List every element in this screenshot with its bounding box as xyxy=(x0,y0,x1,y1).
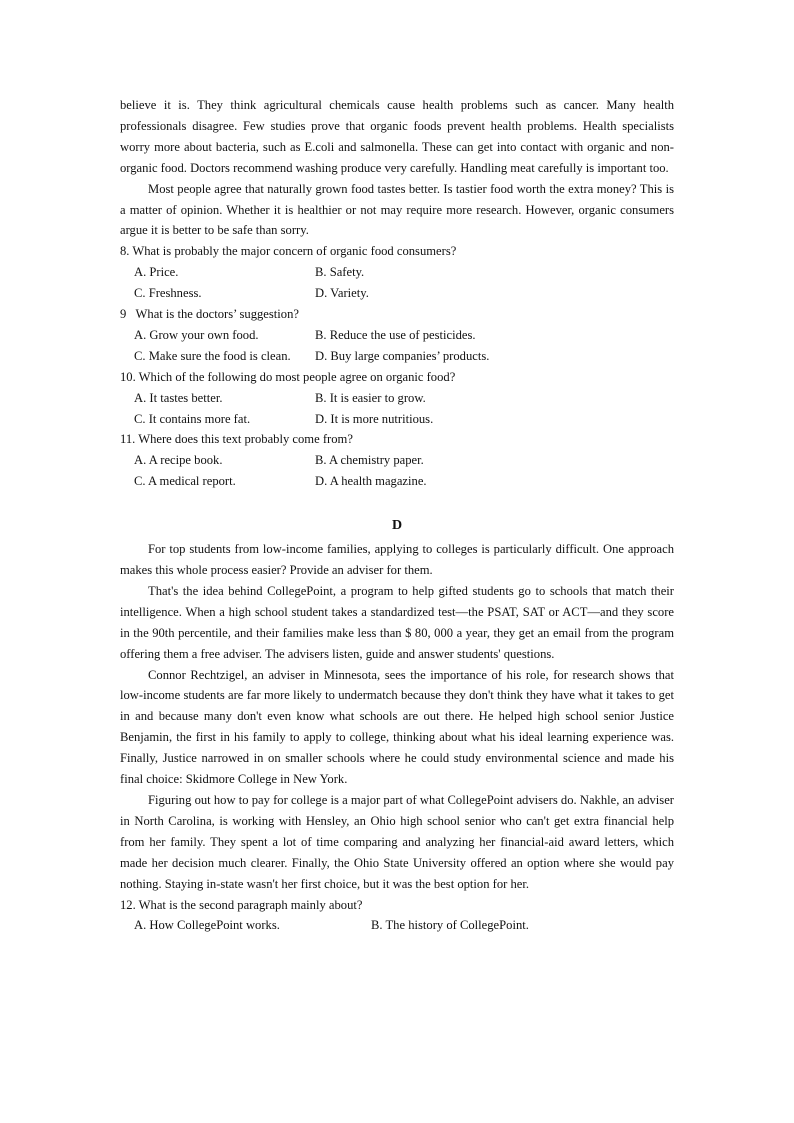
question-stem: 9 What is the doctors’ suggestion? xyxy=(120,307,299,322)
option-b: B. A chemistry paper. xyxy=(315,453,424,468)
option-c: C. Freshness. xyxy=(134,286,202,301)
option-d: D. A health magazine. xyxy=(315,474,427,489)
passage-c-paragraph: Most people agree that naturally grown food tastes better. Is tastier food worth the extra money? This is a matter of opinion. Whether it is healthier or not may require more research. However, organic consumers argue it is better to be safe than sorry. xyxy=(120,181,674,238)
option-c: C. It contains more fat. xyxy=(134,411,251,426)
option-b: B. Safety. xyxy=(315,265,365,280)
option-b: B. The history of CollegePoint. xyxy=(371,918,529,933)
option-a: A. Grow your own food. xyxy=(134,327,259,342)
question-stem: 12. What is the second paragraph mainly about? xyxy=(120,897,363,912)
option-a: A. A recipe book. xyxy=(134,453,223,468)
option-d: D. It is more nutritious. xyxy=(315,411,434,426)
option-c: C. A medical report. xyxy=(134,474,236,489)
question-9 xyxy=(120,304,674,367)
option-b: B. It is easier to grow. xyxy=(315,390,426,405)
passage-d-paragraph: Connor Rechtzigel, an adviser in Minnesota, sees the importance of his role, for research shows that low-income students are far more likely to undermatch because they don't think they have what it takes to get in and because many don't even know what schools are out there. He helped high school senior Justice Benjamin, the first in his family to apply to college, thinking about what his ideal learning experience was. Finally, Justice narrowed in on smaller schools where he could study environmental science and made his final choice: Skidmore College in New York. xyxy=(120,667,674,787)
option-b: B. Reduce the use of pesticides. xyxy=(315,327,476,342)
exam-page xyxy=(120,95,674,936)
option-a: A. Price. xyxy=(134,265,179,280)
passage-c-paragraph: believe it is. They think agricultural chemicals cause health problems such as cancer. Many health professionals disagree. Few studies prove that organic foods prevent health problems. Health specialists worry more about bacteria, such as E.coli and salmonella. These can get into contact with organic and non- organic food. Doctors recommend washing produce very carefully. Handling meat carefully is important too. xyxy=(120,98,674,175)
question-stem: 10. Which of the following do most people agree on organic food? xyxy=(120,369,456,384)
passage-d-paragraph: Figuring out how to pay for college is a major part of what CollegePoint advisers do. Nakhle, an adviser in North Carolina, is working with Hensley, an Ohio high school senior who can't get extra financial help from her family. They spent a lot of time comparing and analyzing her financial-aid award letters, which made her decision much clearer. Finally, the Ohio State University offered an option where she would pay nothing. Staying in-state wasn't her first choice, but it was the best option for her. xyxy=(120,792,674,891)
question-stem: 8. What is probably the major concern of organic food consumers? xyxy=(120,244,457,259)
option-a: A. How CollegePoint works. xyxy=(134,918,280,933)
question-8 xyxy=(120,241,674,304)
option-d: D. Buy large companies’ products. xyxy=(315,348,490,363)
question-stem: 11. Where does this text probably come from? xyxy=(120,432,353,447)
passage-d-paragraph: That's the idea behind CollegePoint, a program to help gifted students go to schools that match their intelligence. When a high school student takes a standardized test—the PSAT, SAT or ACT—and they score in the 90th percentile, and their families make less than $ 80, 000 a year, they get an email from the program offering them a free adviser. The advisers listen, guide and answer students' questions. xyxy=(120,583,674,661)
question-10 xyxy=(120,367,674,430)
option-a: A. It tastes better. xyxy=(134,390,223,405)
option-d: D. Variety. xyxy=(315,286,369,301)
question-12 xyxy=(120,895,674,937)
option-c: C. Make sure the food is clean. xyxy=(134,348,291,363)
section-title: D xyxy=(391,518,403,534)
question-11 xyxy=(120,429,674,492)
passage-d-paragraph: For top students from low-income families, applying to colleges is particularly difficult. One approach makes this whole process easier? Provide an adviser for them. xyxy=(120,542,674,577)
